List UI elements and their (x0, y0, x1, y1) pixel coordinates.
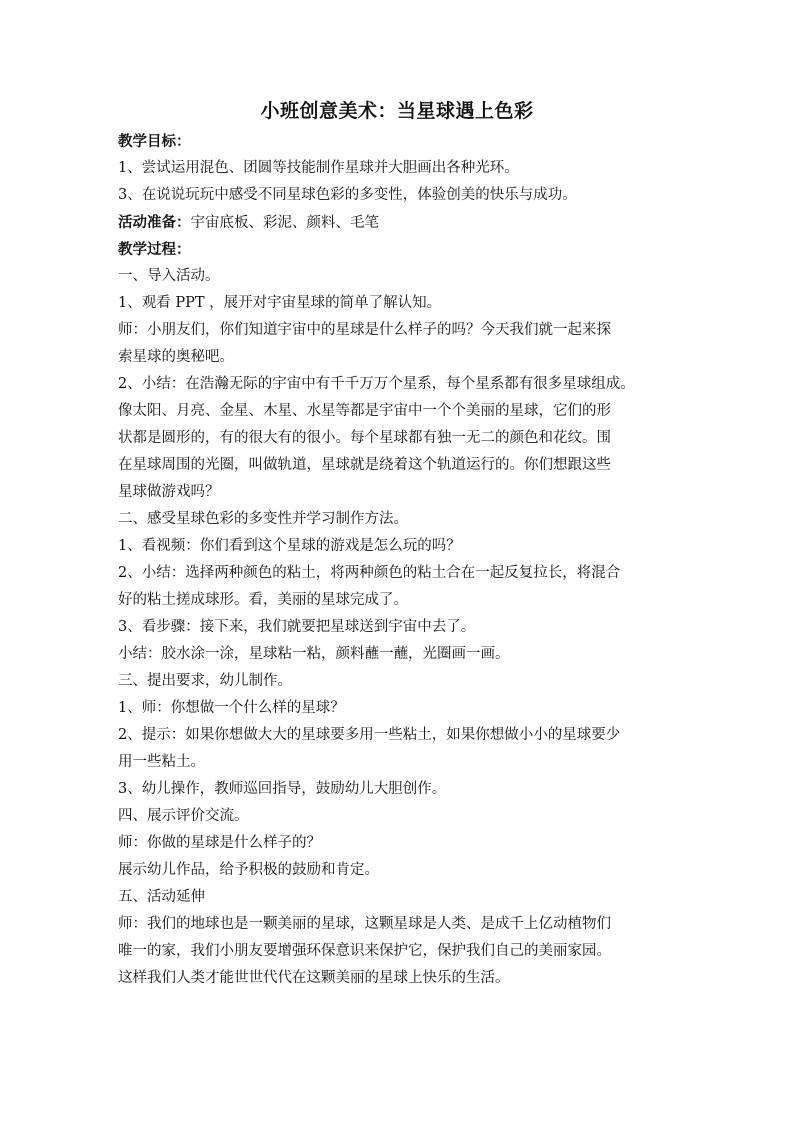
document-line: 师：小朋友们，你们知道宇宙中的星球是什么样子的吗？今天我们就一起来探 (118, 322, 611, 338)
document-line: 1、师：你想做一个什么样的星球？ (118, 700, 345, 716)
document-line: 一、导入活动。 (118, 268, 220, 284)
document-line: 状都是圆形的，有的很大有的很小。每个星球都有独一无二的颜色和花纹。围 (118, 430, 611, 446)
document-line: 教学目标： (118, 133, 191, 150)
document-line: 2、小结：选择两种颜色的粘土，将两种颜色的粘土合在一起反复拉长，将混合 (118, 565, 621, 581)
document-line: 3、幼儿操作，教师巡回指导，鼓励幼儿大胆创作。 (118, 781, 447, 797)
document-line: 展示幼儿作品，给予积极的鼓励和肯定。 (118, 862, 379, 878)
document-line: 在星球周围的光圈，叫做轨道，星球就是绕着这个轨道运行的。你们想跟这些 (118, 457, 611, 473)
document-line (118, 209, 684, 236)
document-line: 用一些粘土。 (118, 754, 205, 770)
document-line: 四、展示评价交流。 (118, 808, 249, 824)
document-line: 3、看步骤：接下来，我们就要把星球送到宇宙中去了。 (118, 619, 476, 635)
document-line: 这样我们人类才能世世代代在这颗美丽的星球上快乐的生活。 (118, 970, 510, 986)
document-line: 师：我们的地球也是一颗美丽的星球，这颗星球是人类、是成千上亿动植物们 (118, 916, 611, 932)
document-body (118, 128, 684, 992)
document-line: 像太阳、月亮、金星、木星、水星等都是宇宙中一个个美丽的星球，它们的形 (118, 403, 611, 419)
document-line: 1、观看 PPT ，展开对宇宙星球的简单了解认知。 (118, 295, 442, 311)
document-line: 3、在说说玩玩中感受不同星球色彩的多变性，体验创美的快乐与成功。 (118, 187, 577, 203)
line-text: 宇宙底板、彩泥、颜料、毛笔 (190, 215, 379, 231)
document-line: 唯一的家，我们小朋友要增强环保意识来保护它，保护我们自己的美丽家园。 (118, 943, 611, 959)
document-line: 师：你做的星球是什么样子的？ (118, 835, 321, 851)
document-line: 二、感受星球色彩的多变性并学习制作方法。 (118, 511, 408, 527)
document-line: 星球做游戏吗？ (118, 484, 220, 500)
document-line: 1、看视频：你们看到这个星球的游戏是怎么玩的吗？ (118, 538, 461, 554)
document-line: 2、小结：在浩瀚无际的宇宙中有千千万万个星系，每个星系都有很多星球组成。 (118, 376, 635, 392)
document-line: 2、提示：如果你想做大大的星球要多用一些粘土，如果你想做小小的星球要少 (118, 727, 621, 743)
document-line: 三、提出要求，幼儿制作。 (118, 673, 292, 689)
document-line: 索星球的奥秘吧。 (118, 349, 234, 365)
page-title: 小班创意美术：当星球遇上色彩 (260, 100, 534, 122)
document-line: 1、尝试运用混色、团圆等技能制作星球并大胆画出各种光环。 (118, 160, 519, 176)
document-line: 好的粘土搓成球形。看，美丽的星球完成了。 (118, 592, 408, 608)
document-line: 小结：胶水涂一涂，星球粘一粘，颜料蘸一蘸，光圈画一画。 (118, 646, 510, 662)
document-line: 教学过程： (118, 241, 191, 258)
document-line: 五、活动延伸 (118, 889, 205, 905)
line-label: 活动准备： (118, 214, 191, 231)
